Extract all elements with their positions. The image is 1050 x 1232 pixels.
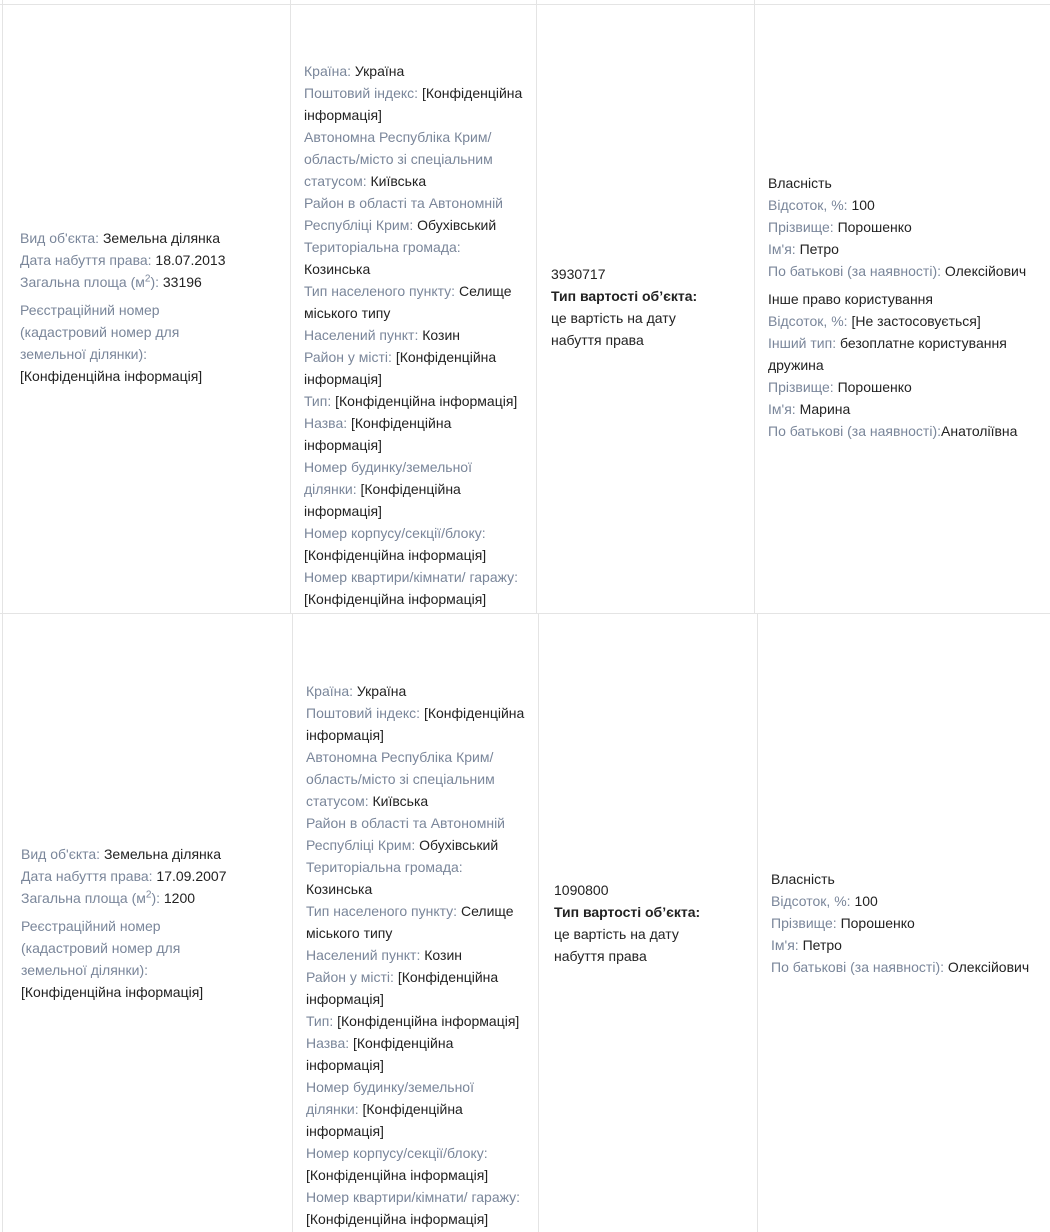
house-number-line: Номер будинку/земельної ділянки: [Конфіденційна інформація] [304, 459, 472, 519]
settlement-type-line: Тип населеного пункту: Селище міського типу [304, 283, 512, 321]
registration-number-line: Реєстраційний номер (кадастровий номер для земельної ділянки): [Конфіденційна інформація] [20, 301, 203, 384]
right-title: Власність [768, 174, 832, 191]
registration-number: [Конфіденційна інформація] [20, 367, 203, 384]
apartment-number-line: Номер квартири/кімнати/ гаражу: [Конфіденційна інформація] [306, 1189, 521, 1227]
district-line: Район в області та Автономній Республіці Крим: Обухівський [304, 195, 504, 233]
acquisition-date-line: Дата набуття права: 17.09.2007 [21, 867, 227, 884]
city-district-line: Район у місті: [Конфіденційна інформація] [306, 969, 499, 1007]
apartment-number-line: Номер квартири/кімнати/ гаражу: [Конфіденційна інформація] [304, 569, 519, 607]
building-number-line: Номер корпусу/секції/блоку: [Конфіденційна інформація] [306, 1145, 489, 1183]
settlement-line: Населений пункт: Козин [304, 327, 460, 343]
country-line: Країна: Україна [306, 683, 407, 699]
rights-cell [755, 0, 1050, 613]
address-cell [293, 613, 539, 1232]
right-title: Інше право користування [768, 290, 933, 307]
settlement-type-line: Тип населеного пункту: Селище міського типу [306, 903, 514, 941]
house-number-line: Номер будинку/земельної ділянки: [Конфіденційна інформація] [306, 1079, 474, 1139]
community-line: Територіальна громада: Козинська [304, 239, 461, 277]
postal-code-line: Поштовий індекс: [Конфіденційна інформація] [304, 85, 523, 123]
acquisition-date: 17.09.2007 [156, 867, 227, 884]
district-line: Район в області та Автономній Республіці Крим: Обухівський [306, 815, 506, 853]
registration-number: [Конфіденційна інформація] [21, 983, 204, 1000]
street-type-line: Тип: [Конфіденційна інформація] [306, 1013, 520, 1029]
region-line: Автономна Республіка Крим/ область/місто зі спеціальним статусом: Київська [304, 129, 493, 189]
street-name-line: Назва: [Конфіденційна інформація] [304, 415, 452, 453]
object-type: Земельна ділянка [103, 845, 221, 862]
value-amount: 3930717 [551, 265, 606, 282]
country-line: Країна: Україна [304, 63, 405, 79]
registration-number-line: Реєстраційний номер (кадастровий номер для земельної ділянки): [Конфіденційна інформація] [21, 917, 204, 1000]
value-amount: 1090800 [554, 881, 609, 898]
object-cell [2, 0, 291, 613]
object-type: Земельна ділянка [102, 229, 220, 246]
value-type-label: Тип вартості об’єкта: [551, 287, 698, 304]
city-district-line: Район у місті: [Конфіденційна інформація] [304, 349, 497, 387]
value-type-label: Тип вартості об’єкта: [554, 903, 701, 920]
acquisition-date-line: Дата набуття права: 18.07.2013 [20, 251, 226, 268]
table-row [0, 613, 1050, 1232]
postal-code-line: Поштовий індекс: [Конфіденційна інформація] [306, 705, 525, 743]
object-cell [2, 613, 293, 1232]
settlement-line: Населений пункт: Козин [306, 947, 462, 963]
table-row [0, 0, 1050, 613]
area-line: Загальна площа $(м^2)$: 1200 [21, 888, 196, 906]
area-value: 1200 [163, 889, 196, 906]
building-number-line: Номер корпусу/секції/блоку: [Конфіденційна інформація] [304, 525, 487, 563]
value-type-text: це вартість на дату набуття права [554, 925, 679, 964]
value-cell [539, 613, 758, 1232]
community-line: Територіальна громада: Козинська [306, 859, 463, 897]
street-name-line: Назва: [Конфіденційна інформація] [306, 1035, 454, 1073]
rights-cell [758, 613, 1050, 1232]
object-type-line: Вид об'єкта: Земельна ділянка [20, 229, 220, 246]
object-type-line: Вид об'єкта: Земельна ділянка [21, 845, 221, 862]
area-line: Загальна площа $(м^2)$: 33196 [20, 272, 202, 290]
right-block: Інше право користування Відсоток, %: [Не застосовується] Інший тип: безоплатне користування дружина Прізвище: Порошенко Ім'я: Марина По батькові (за наявності):Анатоліївна [768, 288, 1050, 442]
street-type-line: Тип: [Конфіденційна інформація] [304, 393, 518, 409]
area-value: 33196 [162, 273, 202, 290]
region-line: Автономна Республіка Крим/ область/місто зі спеціальним статусом: Київська [306, 749, 495, 809]
acquisition-date: 18.07.2013 [155, 251, 226, 268]
address-cell [291, 0, 537, 613]
right-title: Власність [771, 870, 835, 887]
right-block: Власність Відсоток, %: 100 Прізвище: Порошенко Ім'я: Петро По батькові (за наявності): Олексійович [768, 172, 1050, 282]
value-cell [537, 0, 755, 613]
right-block: Власність Відсоток, %: 100 Прізвище: Порошенко Ім'я: Петро По батькові (за наявності): Олексійович [771, 868, 1050, 978]
value-type-text: це вартість на дату набуття права [551, 309, 676, 348]
